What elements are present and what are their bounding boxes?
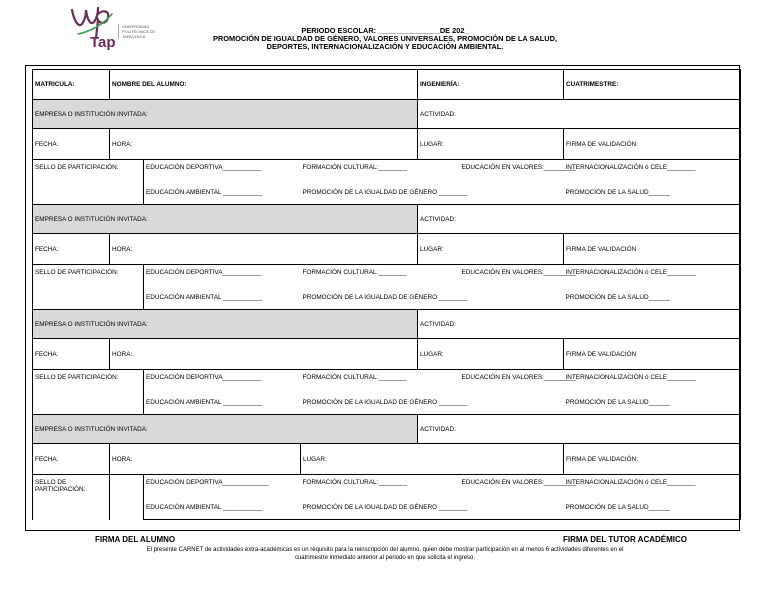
validation-signature-field[interactable]: FIRMA DE VALIDACIÓN	[564, 339, 741, 370]
logo-brand-text: Tap	[90, 34, 116, 51]
activity-3-date-row	[33, 339, 741, 370]
footer-note-line-1: El presente CARNET de actividades extra-académicas es un requisito para la reinscripción del alumno, quien debe mostrar participación en al menos 6 actividades diferentes en el	[146, 547, 624, 553]
time-field[interactable]: HORA:	[110, 339, 418, 370]
engineering-field[interactable]: INGENIERÍA:	[418, 70, 564, 100]
header-title-line-2: DEPORTES, INTERNACIONALIZACIÓN Y EDUCACIÓN AMBIENTAL.	[266, 42, 504, 51]
option-environmental[interactable]: EDUCACIÓN AMBIENTAL ___________	[144, 287, 301, 310]
option-gender-equality[interactable]: PROMOCIÓN DE LA IGUALDAD DE GÉNERO ________	[301, 497, 564, 520]
option-sports[interactable]: EDUCACIÓN DEPORTIVA_____________	[144, 475, 301, 497]
institution-field[interactable]: EMPRESA O INSTITUCIÓN INVITADA:	[33, 205, 418, 234]
option-health[interactable]: PROMOCIÓN DE LA SALUD______	[564, 287, 741, 310]
activity-field[interactable]: ACTIVIDAD:	[418, 415, 741, 444]
option-environmental[interactable]: EDUCACIÓN AMBIENTAL ___________	[144, 392, 301, 415]
time-field[interactable]: HORA:	[110, 234, 418, 265]
date-field[interactable]: FECHA:	[33, 339, 110, 370]
activity-3-stamp-row	[33, 370, 741, 392]
option-sports[interactable]: EDUCACIÓN DEPORTIVA___________	[144, 160, 301, 182]
institution-field[interactable]: EMPRESA O INSTITUCIÓN INVITADA:	[33, 100, 418, 129]
cuatrimestre-field[interactable]: CUATRIMESTRE:	[564, 70, 741, 100]
option-health[interactable]: PROMOCIÓN DE LA SALUD______	[564, 392, 741, 415]
option-cultural[interactable]: FORMACIÓN CULTURAL:________	[301, 370, 460, 392]
option-cultural[interactable]: FORMACIÓN CULTURAL:________	[301, 160, 460, 182]
option-sports[interactable]: EDUCACIÓN DEPORTIVA___________	[144, 265, 301, 287]
student-name-field[interactable]: NOMBRE DEL ALUMNO:	[110, 70, 418, 100]
participation-stamp-field[interactable]: SELLO DE PARTICIPACIÓN:	[33, 160, 144, 205]
option-gender-equality[interactable]: PROMOCIÓN DE LA IGUALDAD DE GÉNERO ________	[301, 287, 564, 310]
option-internationalization[interactable]: INTERNACIONALIZACIÓN ó CELE________	[564, 160, 741, 182]
option-values[interactable]: EDUCACIÓN EN VALORES:_________	[460, 475, 564, 497]
date-field[interactable]: FECHA:	[33, 444, 110, 475]
option-values[interactable]: EDUCACIÓN EN VALORES:_________	[460, 160, 564, 182]
option-environmental[interactable]: EDUCACIÓN AMBIENTAL ___________	[144, 182, 301, 205]
option-values[interactable]: EDUCACIÓN EN VALORES:_________	[460, 265, 564, 287]
institution-field[interactable]: EMPRESA O INSTITUCIÓN INVITADA:	[33, 310, 418, 339]
option-gender-equality[interactable]: PROMOCIÓN DE LA IGUALDAD DE GÉNERO ________	[301, 182, 564, 205]
participation-stamp-field[interactable]	[33, 475, 110, 520]
activity-1-stamp-row	[33, 160, 741, 182]
tutor-signature-label: FIRMA DEL TUTOR ACADÉMICO	[563, 535, 687, 544]
form-header	[170, 27, 600, 51]
option-sports[interactable]: EDUCACIÓN DEPORTIVA___________	[144, 370, 301, 392]
logo-institution-name: UNIVERSIDAD POLITÉCNICA DE TAPACHULA	[118, 24, 164, 39]
activity-field[interactable]: ACTIVIDAD:	[418, 205, 741, 234]
date-field[interactable]: FECHA:	[33, 129, 110, 160]
student-info-row	[33, 70, 741, 100]
option-values[interactable]: EDUCACIÓN EN VALORES:_________	[460, 370, 564, 392]
institution-field[interactable]: EMPRESA O INSTITUCIÓN INVITADA:	[33, 415, 418, 444]
footer-note	[60, 546, 710, 562]
activity-4-stamp-row	[33, 475, 741, 497]
header-period-line: PERIODO ESCOLAR: _______________DE 202_	[301, 26, 469, 35]
option-cultural[interactable]: FORMACIÓN CULTURAL:________	[301, 475, 460, 497]
option-gender-equality[interactable]: PROMOCIÓN DE LA IGUALDAD DE GÉNERO ________	[301, 392, 564, 415]
option-internationalization[interactable]: INTERNACIONALIZACIÓN ó CELE________	[564, 370, 741, 392]
option-environmental[interactable]: EDUCACIÓN AMBIENTAL ___________	[144, 497, 301, 520]
participation-stamp-field[interactable]: SELLO DE PARTICIPACIÓN:	[33, 370, 144, 415]
place-field[interactable]: LUGAR:	[418, 339, 564, 370]
activity-1-date-row	[33, 129, 741, 160]
stamp-label-line-2: PARTICIPACIÓN:	[35, 486, 86, 493]
time-field[interactable]: HORA:	[110, 444, 301, 475]
footer-note-line-2: cuatrimestre inmediato anterior al periodo en que solicita el ingreso.	[294, 555, 476, 561]
activity-4-date-row	[33, 444, 741, 475]
option-internationalization[interactable]: INTERNACIONALIZACIÓN ó CELE________	[564, 475, 741, 497]
university-logo	[68, 4, 164, 56]
activity-field[interactable]: ACTIVIDAD:	[418, 100, 741, 129]
activity-2-stamp-row	[33, 265, 741, 287]
place-field[interactable]: LUGAR:	[301, 444, 564, 475]
validation-signature-field[interactable]: FIRMA DE VALIDACIÓN:	[564, 444, 741, 475]
place-field[interactable]: LUGAR:	[418, 234, 564, 265]
activity-4-institution-row	[33, 415, 741, 444]
time-field[interactable]: HORA:	[110, 129, 418, 160]
option-cultural[interactable]: FORMACIÓN CULTURAL:________	[301, 265, 460, 287]
activity-1-institution-row	[33, 100, 741, 129]
activity-2-institution-row	[33, 205, 741, 234]
place-field[interactable]: LUGAR:	[418, 129, 564, 160]
activity-2-date-row	[33, 234, 741, 265]
stamp-label-line-1: SELLO DE	[35, 479, 67, 486]
option-health[interactable]: PROMOCIÓN DE LA SALUD______	[564, 497, 741, 520]
activity-3-institution-row	[33, 310, 741, 339]
activities-form-table	[32, 69, 741, 520]
validation-signature-field[interactable]: FIRMA DE VALIDACIÓN:	[564, 129, 741, 160]
activity-field[interactable]: ACTIVIDAD:	[418, 310, 741, 339]
header-title-line-1: PROMOCIÓN DE IGUALDAD DE GÉNERO, VALORES UNIVERSALES, PROMOCIÓN DE LA SALUD,	[212, 34, 558, 43]
participation-stamp-field[interactable]: SELLO DE PARTICIPACIÓN:	[33, 265, 144, 310]
date-field[interactable]: FECHA:	[33, 234, 110, 265]
option-internationalization[interactable]: INTERNACIONALIZACIÓN ó CELE________	[564, 265, 741, 287]
stamp-box[interactable]	[110, 475, 144, 520]
validation-signature-field[interactable]: FIRMA DE VALIDACIÓN	[564, 234, 741, 265]
option-health[interactable]: PROMOCIÓN DE LA SALUD______	[564, 182, 741, 205]
student-signature-label: FIRMA DEL ALUMNO	[95, 535, 176, 544]
matricula-field[interactable]: MATRICULA:	[33, 70, 110, 100]
